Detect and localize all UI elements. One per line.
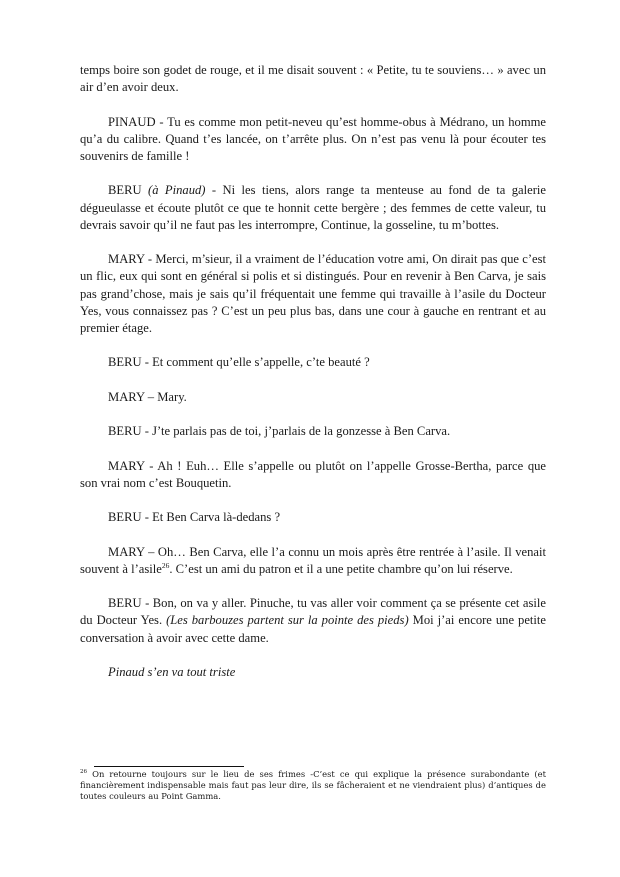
dialogue-beru bbox=[80, 354, 546, 371]
dialogue-beru bbox=[80, 509, 546, 526]
dialogue-text: - Bon, on va y aller. Pinuche, tu vas aller voir comment ça se présente cet asile du Docteur Yes. bbox=[80, 596, 546, 628]
dialogue-text: – Oh… Ben Carva, elle l’a connu un mois après être rentrée à l’asile. Il venait souvent à l’asile bbox=[80, 544, 546, 576]
footnote-reference[interactable]: 26 bbox=[161, 560, 170, 570]
dialogue-text: - Tu es comme mon petit-neveu qu’est homme-obus à Médrano, un homme qu’a du calibre. Quand t’es lancée, on t’arrête plus. On n’est pas venu là pour écouter tes souvenirs de famille ! bbox=[80, 114, 546, 163]
dialogue-mary bbox=[80, 544, 546, 578]
speaker-name: BERU bbox=[108, 355, 142, 370]
dialogue-text: – Mary. bbox=[144, 389, 187, 404]
dialogue-text: - Merci, m’sieur, il a vraiment de l’éducation votre ami, On dirait pas que c’est un flic, eux qui sont en général si polis et si distingués. Pour en revenir à Ben Carva, je sais pas grand’chose, mais je sais qu’il fréquentait une femme qui travaille à l’asile du Docteur Yes, vous connaissez pas ? C’est un peu plus bas, dans une cour à gauche en rentrant et au premier étage. bbox=[80, 252, 546, 335]
speaker-name: BERU bbox=[108, 183, 142, 198]
dialogue-pinaud bbox=[80, 114, 546, 166]
page-body bbox=[80, 62, 546, 698]
dialogue-beru bbox=[80, 595, 546, 647]
dialogue-mary bbox=[80, 251, 546, 337]
footnote bbox=[80, 769, 546, 803]
dialogue-text: - J’te parlais pas de toi, j’parlais de la gonzesse à Ben Carva. bbox=[141, 424, 451, 439]
dialogue-beru bbox=[80, 423, 546, 440]
stage-direction: Pinaud s’en va tout triste bbox=[108, 664, 236, 679]
footnote-number: 26 bbox=[80, 769, 87, 776]
dialogue-mary bbox=[80, 389, 546, 406]
speaker-name: MARY bbox=[108, 544, 145, 559]
dialogue-text: - Et comment qu’elle s’appelle, c’te beauté ? bbox=[141, 355, 370, 370]
paragraph-text: temps boire son godet de rouge, et il me disait souvent : « Petite, tu te souviens… » avec un air d’en avoir deux. bbox=[80, 63, 546, 95]
speaker-name: BERU bbox=[108, 424, 142, 439]
speaker-name: BERU bbox=[108, 596, 142, 611]
speaker-name: MARY bbox=[108, 458, 145, 473]
dialogue-mary bbox=[80, 458, 546, 492]
dialogue-text: - Et Ben Carva là-dedans ? bbox=[141, 510, 281, 525]
speaker-name: MARY bbox=[108, 252, 145, 267]
footnote-text: On retourne toujours sur le lieu de ses frimes -C’est ce qui explique la présence surabondante (et financièrement indispensable mais faut pas leur dire, ils se fâcheraient et ne viendraient plus) d’antiques de toutes couleurs au Point Gamma. bbox=[80, 769, 546, 802]
speaker-name: PINAUD bbox=[108, 114, 156, 129]
stage-direction: (Les barbouzes partent sur la pointe des pieds) bbox=[166, 613, 409, 628]
speaker-name: MARY bbox=[108, 389, 145, 404]
dialogue-text: - Ni les tiens, alors range ta menteuse au fond de ta galerie dégueulasse et écoute plutôt ce que te honnit cette bergère ; des femmes de cette valeur, tu devrais savoir qu’il ne faut pas les interrompre, Continue, la gosseline, tu m’bottes. bbox=[80, 183, 546, 232]
stage-direction: (à Pinaud) bbox=[148, 183, 206, 198]
dialogue-beru bbox=[80, 182, 546, 234]
stage-direction-paragraph bbox=[80, 664, 546, 681]
paragraph-continuation bbox=[80, 62, 546, 96]
speaker-name: BERU bbox=[108, 510, 142, 525]
footnote-separator bbox=[94, 766, 244, 767]
dialogue-text: - Ah ! Euh… Elle s’appelle ou plutôt on l’appelle Grosse-Bertha, parce que son vrai nom c’est Bouquetin. bbox=[80, 458, 546, 490]
dialogue-text: . C’est un ami du patron et il a une petite chambre qu’on lui réserve. bbox=[169, 561, 513, 576]
dialogue-text: Moi j’ai encore une petite conversation à avoir avec cette dame. bbox=[80, 613, 546, 645]
